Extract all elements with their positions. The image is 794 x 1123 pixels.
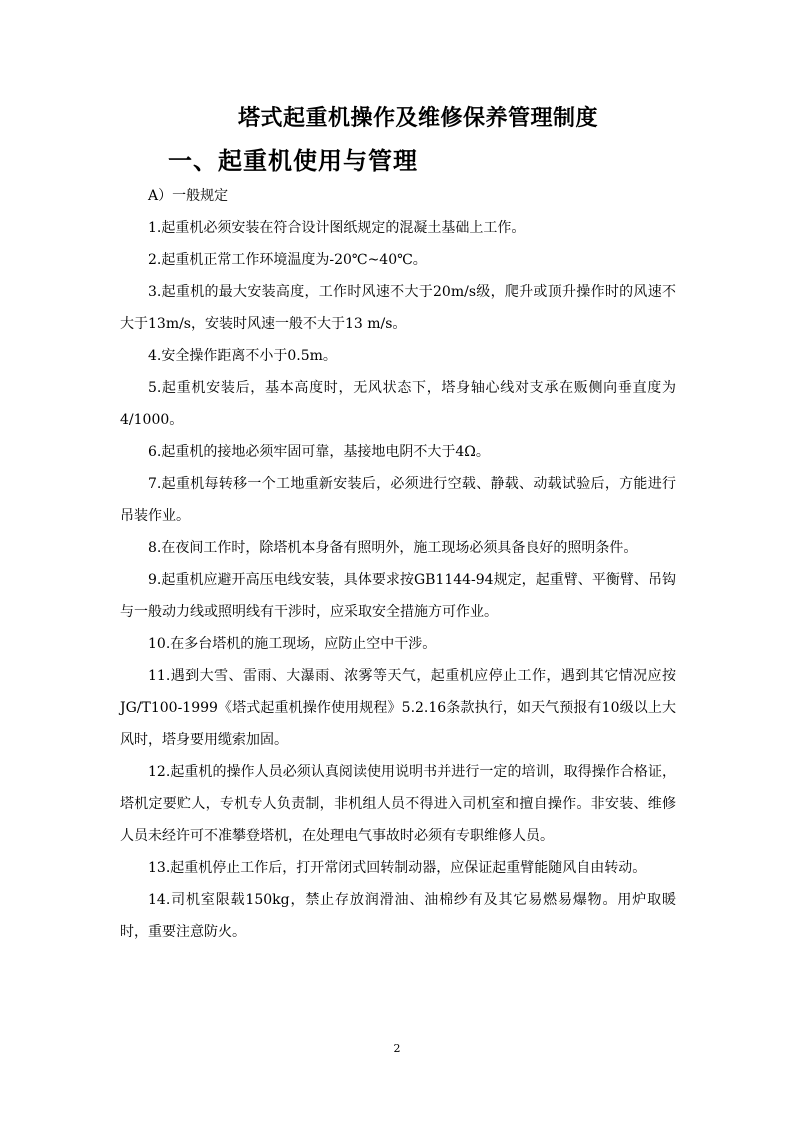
section-heading: 一、起重机使用与管理 [168, 146, 418, 175]
page-number: 2 [393, 1042, 401, 1055]
paragraph-1: 1.起重机必须安装在符合设计图纸规定的混凝土基础上工作。 [148, 220, 526, 236]
paragraph-9: 9.起重机应避开高压电线安装，具体要求按GB1144-94规定，起重臂、平衡臂、吊钩与一般动力线或照明线有干涉时，应采取安全措施方可作业。 [120, 572, 676, 620]
paragraph-12: 12.起重机的操作人员必须认真阅读使用说明书并进行一定的培训，取得操作合格证，塔机定要贮人，专机专人负责制，非机组人员不得进入司机室和擅自操作。非安装、维修人员未经许可不准攀登塔机，在处理电气事故时必须有专职维修人员。 [120, 764, 676, 844]
document-title: 塔式起重机操作及维修保养管理制度 [237, 105, 598, 131]
subheading: A）一般规定 [148, 188, 229, 204]
paragraph-14: 14.司机室限载150kg，禁止存放润滑油、油棉纱有及其它易燃易爆物。用炉取暖时，重要注意防火。 [120, 892, 676, 940]
paragraph-5: 5.起重机安装后，基本高度时，无风状态下，塔身轴心线对支承在贩侧向垂直度为4/1000。 [120, 380, 676, 428]
paragraph-6: 6.起重机的接地必须牢固可靠，基接地电阴不大于4Ω。 [148, 444, 490, 460]
document-body [120, 180, 676, 948]
paragraph-3: 3.起重机的最大安装高度，工作时风速不大于20m/s级，爬升或顶升操作时的风速不大于13m/s，安装时风速一般不大于13 m/s。 [120, 284, 676, 332]
paragraph-2: 2.起重机正常工作环境温度为-20℃~40℃。 [148, 252, 427, 268]
paragraph-7: 7.起重机每转移一个工地重新安装后，必须进行空载、静载、动载试验后，方能进行吊装作业。 [120, 476, 676, 524]
paragraph-8: 8.在夜间工作时，除塔机本身备有照明外，施工现场必须具备良好的照明条件。 [148, 540, 638, 556]
paragraph-10: 10.在多台塔机的施工现场，应防止空中干涉。 [148, 636, 437, 652]
paragraph-13: 13.起重机停止工作后，打开常闭式回转制动器，应保证起重臂能随风自由转动。 [148, 860, 647, 876]
paragraph-4: 4.安全操作距离不小于0.5m。 [148, 348, 337, 364]
paragraph-11: 11.遇到大雪、雷雨、大瀑雨、浓雾等天气，起重机应停止工作，遇到其它情况应按JG/T100-1999《塔式起重机操作使用规程》5.2.16条款执行，如天气预报有10级以上大风时，塔身要用缆索加固。 [120, 668, 676, 748]
